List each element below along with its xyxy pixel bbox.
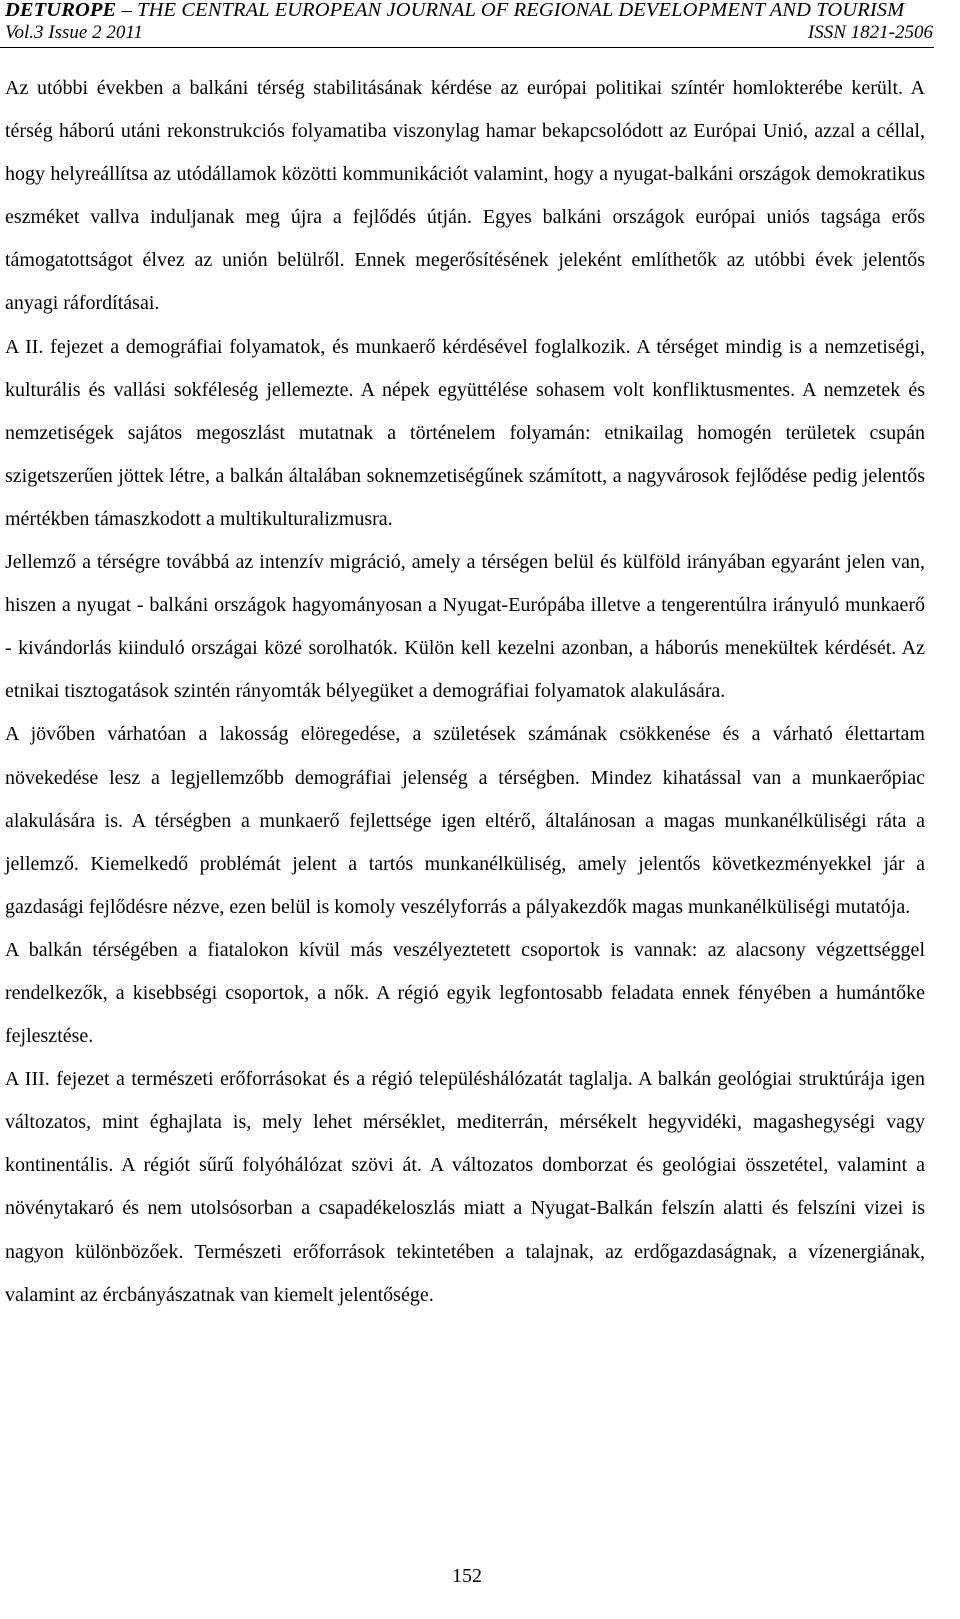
issn: ISSN 1821-2506 xyxy=(807,22,933,43)
paragraph: A III. fejezet a természeti erőforrásokat és a régió településhálózatát taglalja. A balkán geológiai struktúrája igen változatos, mint éghajlata is, mely lehet mérséklet, mediterrán, mérsékelt hegyvidéki, magashegységi vagy kontinentális. A régiót sűrű folyóhálózat szövi át. A változatos domborzat és geológiai összetétel, valamint a növénytakaró és nem utolsósorban a csapadékeloszlás miatt a Nyugat-Balkán felszín alatti és felszíni vizei is nagyon különbözőek. Természeti erőforrások tekintetében a talajnak, az erdőgazdaságnak, a vízenergiának, valamint az ércbányászatnak van kiemelt jelentősége. xyxy=(5,1068,925,1306)
journal-title xyxy=(5,0,904,22)
paragraph: A balkán térségében a fiatalokon kívül más veszélyeztetett csoportok is vannak: az alacsony végzettséggel rendelkezők, a kisebbségi csoportok, a nők. A régió egyik legfontosabb feladata ennek fényében a humántőke fejlesztése. xyxy=(5,938,925,1048)
running-header xyxy=(0,0,960,56)
paragraph: A II. fejezet a demográfiai folyamatok, és munkaerő kérdésével foglalkozik. A térséget mindig is a nemzetiségi, kulturális és vallási sokféleség jellemezte. A népek együttélése sohasem volt konfliktusmentes. A nemzetek és nemzetiségek sajátos megoszlást mutatnak a történelem folyamán: etnikailag homogén területek csupán szigetszerűen jöttek létre, a balkán általában soknemzetiségűnek számított, a nagyvárosok fejlődése pedig jelentős mértékben támaszkodott a multikulturalizmusra. xyxy=(5,335,925,530)
journal-brand: DETUROPE xyxy=(5,0,117,21)
paragraph: Jellemző a térségre továbbá az intenzív migráció, amely a térségen belül és külföld irányában egyaránt jelen van, hiszen a nyugat - balkáni országok hagyományosan a Nyugat-Európába illetve a tengerentúlra irányuló munkaerő - kivándorlás kiinduló országai közé sorolhatók. Külön kell kezelni azonban, a háborús menekültek kérdését. Az etnikai tisztogatások szintén rányomták bélyegüket a demográfiai folyamatok alakulására. xyxy=(5,551,925,703)
journal-subtitle: – THE CENTRAL EUROPEAN JOURNAL OF REGIONAL DEVELOPMENT AND TOURISM xyxy=(116,0,905,21)
paragraph: A jövőben várhatóan a lakosság elöregedése, a születések számának csökkenése és a várható élettartam növekedése lesz a legjellemzőbb demográfiai jelenség a térségben. Mindez kihatással van a munkaerőpiac alakulására is. A térségben a munkaerő fejlettsége igen eltérő, általánosan a magas munkanélküliségi ráta a jellemző. Kiemelkedő problémát jelent a tartós munkanélküliség, amely jelentős következményekkel jár a gazdasági fejlődésre nézve, ezen belül is komoly veszélyforrás a pályakezdők magas munkanélküliségi mutatója. xyxy=(5,723,925,918)
volume-issue: Vol.3 Issue 2 2011 xyxy=(5,22,143,43)
header-divider xyxy=(0,47,934,48)
paragraph: Az utóbbi években a balkáni térség stabilitásának kérdése az európai politikai színtér homlokterébe került. A térség háború utáni rekonstrukciós folyamatiba viszonylag hamar bekapcsolódott az Európai Unió, azzal a céllal, hogy helyreállítsa az utódállamok közötti kommunikációt valamint, hogy a nyugat-balkáni országok demokratikus eszméket vallva induljanak meg újra a fejlődés útján. Egyes balkáni országok európai uniós tagsága erős támogatottságot élvez az unión belülről. Ennek megerősítésének jeleként említhetők az utóbbi évek jelentős anyagi ráfordításai. xyxy=(5,77,925,315)
body-text xyxy=(5,67,925,1317)
page-number: 152 xyxy=(452,1565,482,1587)
